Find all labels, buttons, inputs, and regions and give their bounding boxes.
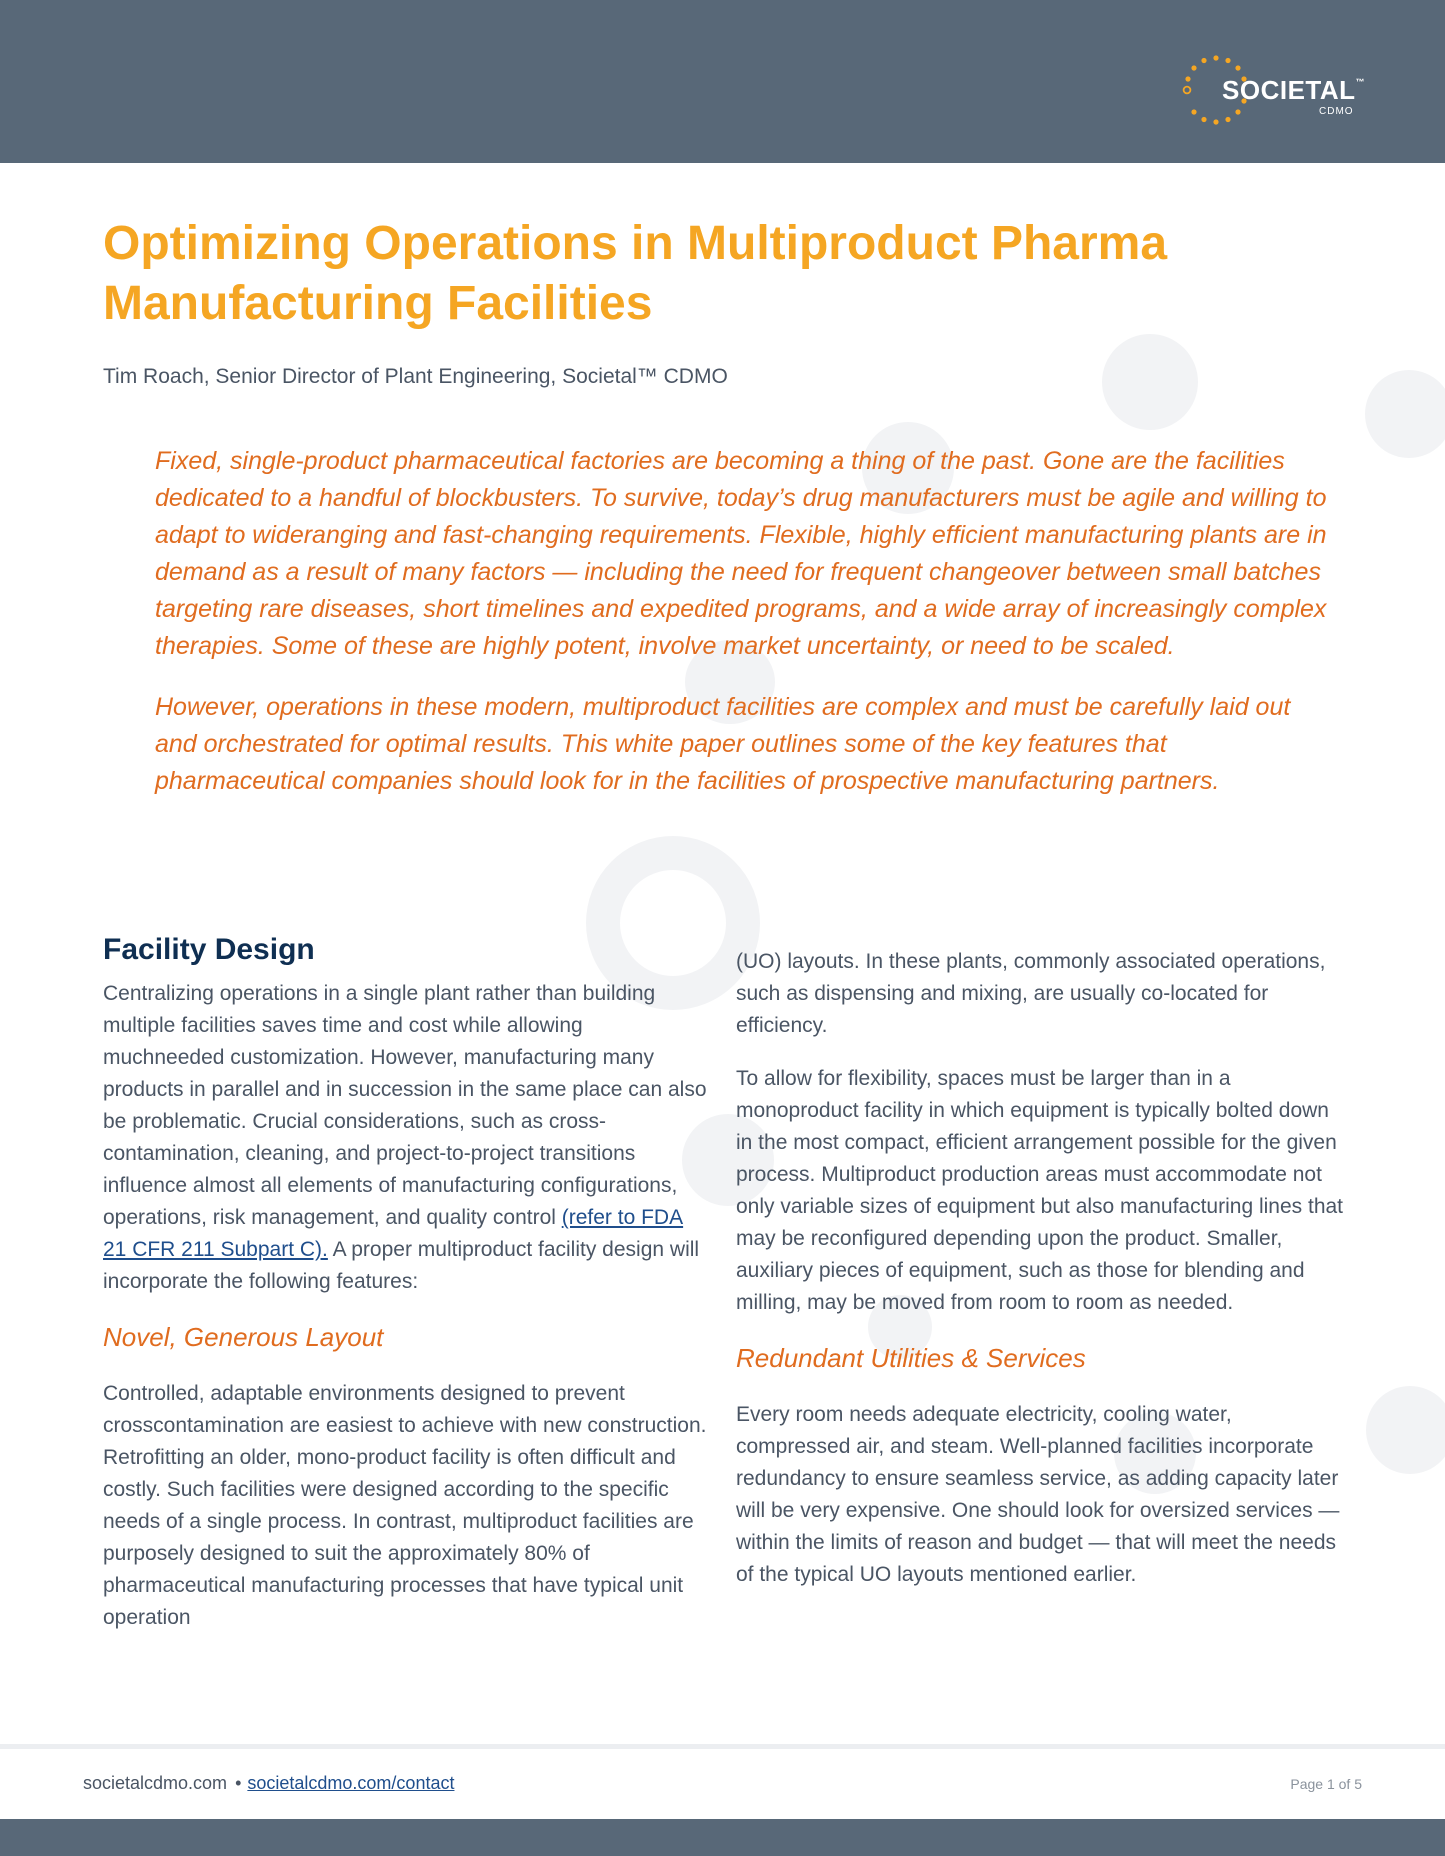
fda-reference-link[interactable]: (refer to FDA 21 CFR 211 Subpart C). (103, 1206, 684, 1261)
footer-site-text: societalcdmo.com (83, 1773, 228, 1793)
section-heading-facility-design: Facility Design (103, 933, 315, 966)
intro (155, 443, 1335, 824)
footer-links (83, 1773, 454, 1794)
subheading-novel-layout: Novel, Generous Layout (103, 1322, 384, 1352)
footer-bar (0, 1819, 1445, 1856)
intro-paragraph: Fixed, single-product pharmaceutical factories are becoming a thing of the past. Gone are the facilities dedicated to a handful of blockbusters. To survive, today’s drug manufacturers must be agile and willing to adapt to wideranging and fast-changing requirements. Flexible, highly efficient manufacturing plants are in demand as a result of many factors — including the need for frequent changeover between small batches targeting rare diseases, short timelines and expedited programs, and a wide array of increasingly complex therapies. Some of these are highly potent, involve market uncertainty, or need to be scaled. (155, 447, 1327, 660)
header-bar (0, 0, 1445, 163)
novel-layout-continued: (UO) layouts. In these plants, commonly associated operations, such as dispensing and mixing, are usually co-located for efficiency. (736, 950, 1326, 1037)
footer-contact-link[interactable]: societalcdmo.com/contact (247, 1773, 455, 1793)
brand-name: SOCIETAL™ (1222, 75, 1366, 105)
societal-logo[interactable] (1178, 52, 1368, 128)
decorative-circle (1365, 370, 1445, 458)
brand-sub: CDMO (1319, 106, 1354, 117)
intro-paragraph: However, operations in these modern, multiproduct facilities are complex and must be carefully laid out and orchestrated for optimal results. This white paper outlines some of the key features that pharmaceutical companies should look for in the facilities of prospective manufacturing partners. (155, 693, 1291, 795)
subheading-redundant-utilities: Redundant Utilities & Services (736, 1343, 1086, 1373)
utilities-paragraph: Every room needs adequate electricity, cooling water, compressed air, and steam. Well-planned facilities incorporate redundancy to ensure seamless service, as adding capacity later will be very expensive. One should look for oversized services — within the limits of reason and budget — that will meet the needs of the typical UO layouts mentioned earlier. (736, 1403, 1340, 1586)
novel-layout-paragraph: Controlled, adaptable environments designed to prevent crosscontamination are easiest to achieve with new construction. Retrofitting an older, mono-product facility is often difficult and costly. Such facilities were designed according to the specific needs of a single process. In contrast, multiproduct facilities are purposely designed to suit the approximately 80% of pharmaceutical manufacturing processes that have typical unit operation (103, 1382, 707, 1629)
page-number: Page 1 of 5 (1290, 1776, 1362, 1792)
footer-divider (0, 1744, 1445, 1749)
footer-separator: • (235, 1773, 242, 1793)
page-title: Optimizing Operations in Multiproduct Pharma Manufacturing Facilities (103, 217, 1168, 330)
decorative-circle (1102, 334, 1198, 430)
byline: Tim Roach, Senior Director of Plant Engineering, Societal™ CDMO (103, 365, 728, 388)
decorative-circle (1366, 1386, 1445, 1474)
flexibility-paragraph: To allow for flexibility, spaces must be larger than in a monoproduct facility in which equipment is typically bolted down in the most compact, efficient arrangement possible for the given process. Multiproduct production areas must accommodate not only variable sizes of equipment but also manufacturing lines that may be reconfigured depending upon the product. Smaller, auxiliary pieces of equipment, such as those for blending and milling, may be moved from room to room as needed. (736, 1067, 1344, 1314)
left-column (103, 930, 708, 1634)
right-column (736, 946, 1346, 1591)
facility-design-paragraph: Centralizing operations in a single plant rather than building multiple facilities saves time and cost while allowing muchneeded customization. However, manufacturing many products in parallel and in succession in the same place can also be problematic. Crucial considerations, such as cross-contamination, cleaning, and project-to-project transitions influence almost all elements of manufacturing configurations, operations, risk management, and quality control (refer to FDA 21 CFR 211 Subpart C). A proper multiproduct facility design will incorporate the following features: (103, 982, 707, 1293)
